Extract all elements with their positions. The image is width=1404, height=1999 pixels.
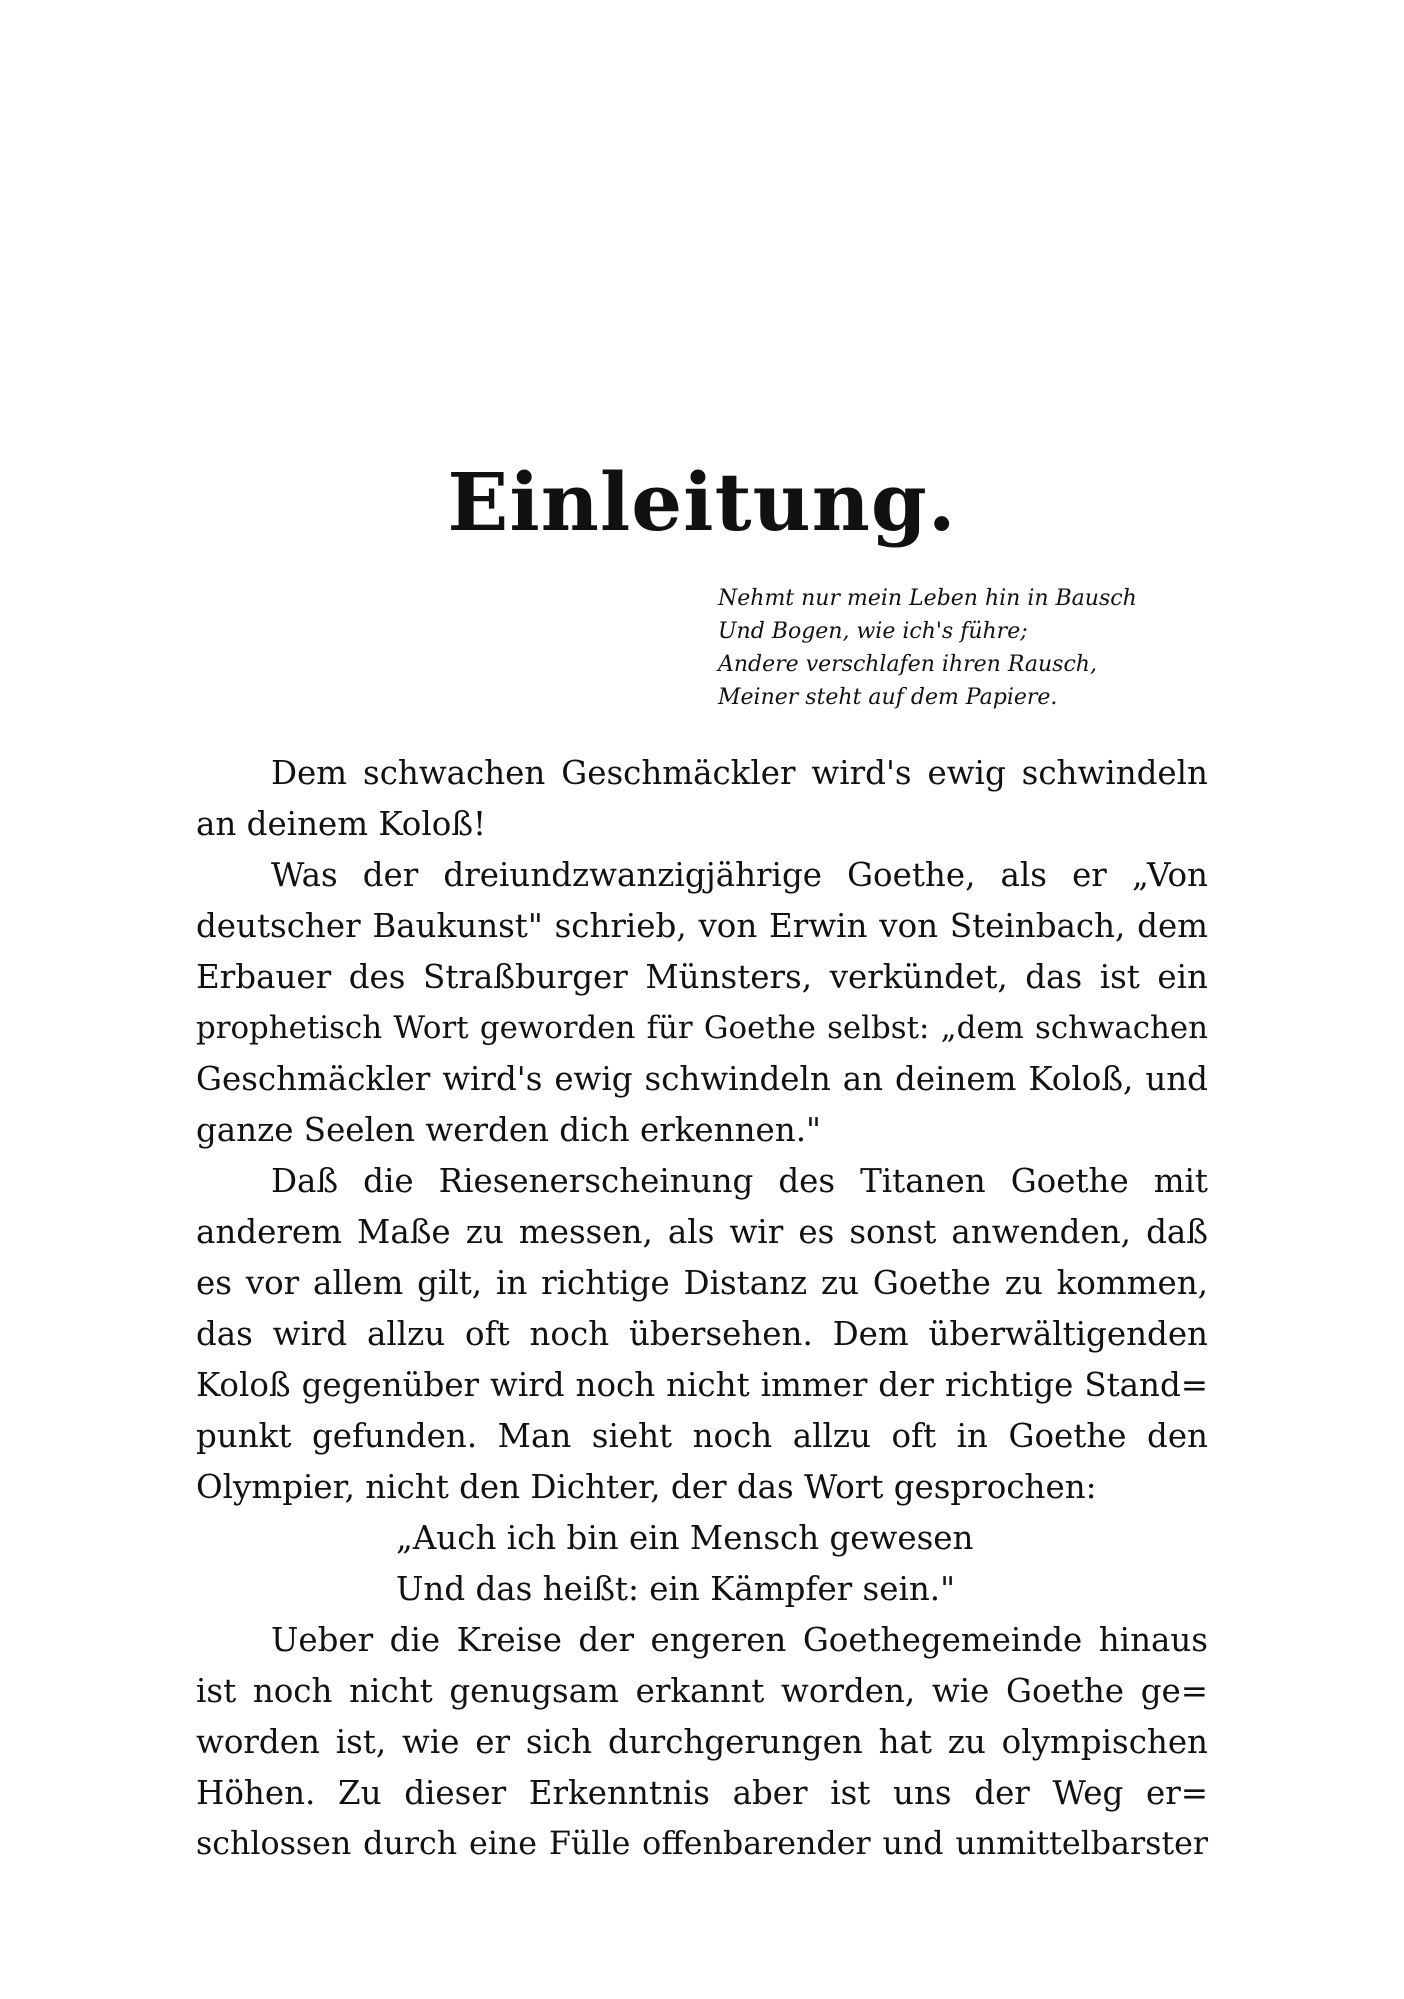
text-line: Geschmäckler wird's ewig schwindeln an deinem Koloß, und [196, 1060, 1208, 1098]
text-line: Koloß gegenüber wird noch nicht immer der richtige Stand= [196, 1366, 1208, 1404]
text-line: Was der dreiundzwanzigjährige Goethe, als er „Von [271, 856, 1208, 894]
text-line: Daß die Riesenerscheinung des Titanen Goethe mit [271, 1162, 1208, 1200]
text-line: prophetisch Wort geworden für Goethe selbst: „dem schwachen [196, 1010, 1208, 1046]
epigraph-line: Nehmt nur mein Leben hin in Bausch [718, 586, 1137, 611]
text-line: ist noch nicht genugsam erkannt worden, wie Goethe ge= [196, 1672, 1208, 1710]
text-line: punkt gefunden. Man sieht noch allzu oft in Goethe den [196, 1417, 1208, 1455]
text-line: worden ist, wie er sich durchgerungen hat zu olympischen [196, 1723, 1208, 1761]
text-line: Höhen. Zu dieser Erkenntnis aber ist uns der Weg er= [196, 1774, 1208, 1812]
text-line: anderem Maße zu messen, als wir es sonst anwenden, daß [196, 1213, 1208, 1251]
body-text [196, 748, 1208, 1870]
text-line: an deinem Koloß! [196, 805, 487, 843]
text-line: es vor allem gilt, in richtige Distanz zu Goethe zu kommen, [196, 1264, 1208, 1302]
epigraph-line: Und Bogen, wie ich's führe; [718, 619, 1028, 644]
text-line: Olympier, nicht den Dichter, der das Wort gesprochen: [196, 1468, 1097, 1506]
epigraph [718, 582, 1378, 714]
text-line: das wird allzu oft noch übersehen. Dem überwältigenden [196, 1315, 1208, 1353]
text-line: ganze Seelen werden dich erkennen." [196, 1111, 821, 1149]
text-line: Dem schwachen Geschmäckler wird's ewig schwindeln [271, 754, 1208, 792]
chapter-title: Einleitung. [447, 455, 957, 549]
text-line: deutscher Baukunst" schrieb, von Erwin von Steinbach, dem [196, 907, 1208, 945]
text-line: Erbauer des Straßburger Münsters, verkündet, das ist ein [196, 958, 1208, 996]
epigraph-line: Andere verschlafen ihren Rausch, [718, 652, 1097, 677]
text-line: schlossen durch eine Fülle offenbarender und unmittelbarster [196, 1826, 1208, 1862]
verse-line: Und das heißt: ein Kämpfer sein." [396, 1570, 956, 1608]
text-line: Ueber die Kreise der engeren Goethegemeinde hinaus [271, 1621, 1208, 1659]
verse-line: „Auch ich bin ein Mensch gewesen [396, 1519, 974, 1557]
epigraph-line: Meiner steht auf dem Papiere. [718, 685, 1058, 710]
